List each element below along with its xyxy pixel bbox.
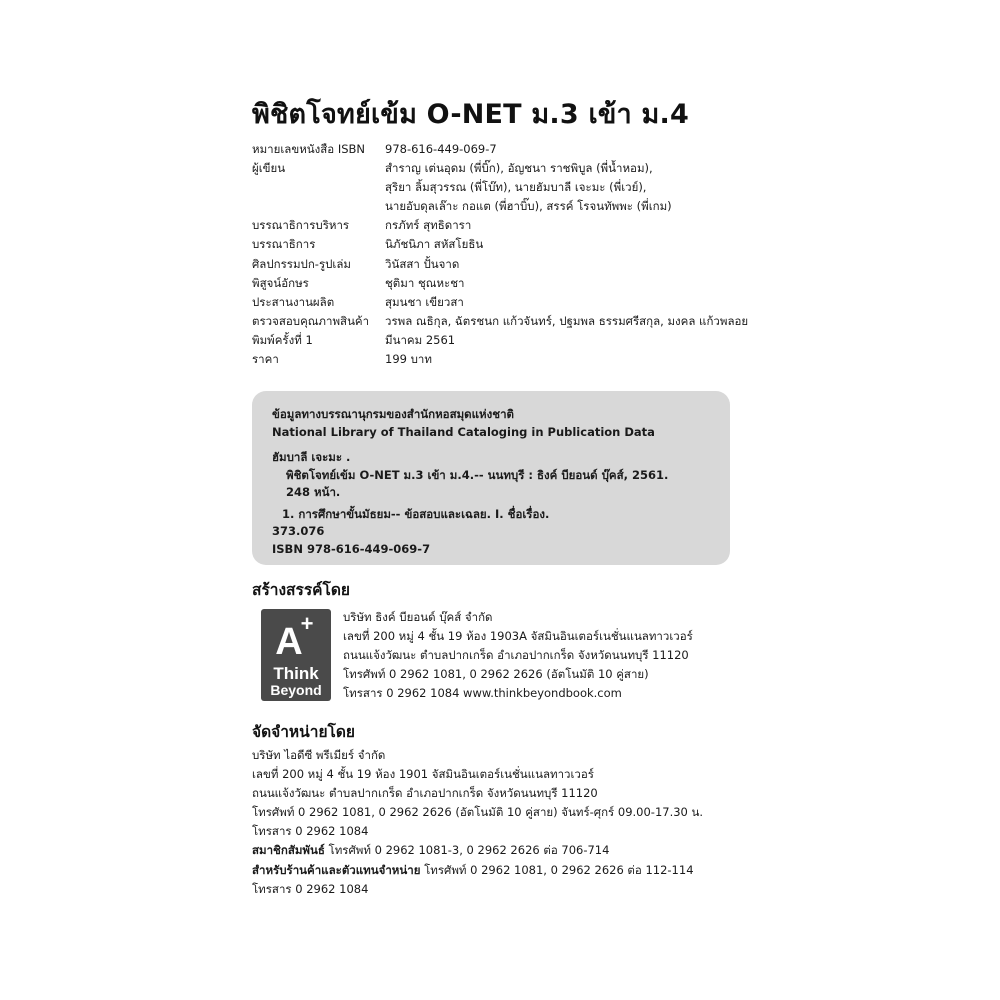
credit-label: บรรณาธิการ: [252, 237, 316, 252]
publisher-line: โทรศัพท์ 0 2962 1081, 0 2962 2626 (อัตโนมัติ 10 คู่สาย): [343, 667, 649, 682]
credit-value: นิภัชนิภา สหัสโยธิน: [385, 237, 484, 252]
book-title: พิชิตโจทย์เข้ม O-NET ม.3 เข้า ม.4: [252, 99, 689, 130]
distributor-line: บริษัท ไอดีซี พรีเมียร์ จำกัด: [252, 748, 386, 762]
credit-label: พิมพ์ครั้งที่ 1: [252, 332, 313, 347]
credit-value: วินัสสา ปั้นจาด: [385, 256, 460, 271]
cataloging-box: [252, 391, 730, 565]
publisher-info: [343, 608, 693, 703]
logo-plus-icon: +: [300, 611, 314, 636]
logo-text-beyond: Beyond: [270, 682, 322, 698]
publisher-line: โทรสาร 0 2962 1084 www.thinkbeyondbook.com: [343, 686, 622, 701]
logo-text-think: Think: [273, 664, 319, 683]
credit-row-isbn: [252, 140, 772, 159]
credit-value: นายอับดุลเล๊าะ กอแต (พี่ฮาบิ๊บ), สรรค์ โรจนทัพพะ (พี่เกม): [385, 199, 672, 214]
shop-agent-fax: โทรสาร 0 2962 1084: [252, 881, 369, 896]
credit-label: หมายเลขหนังสือ ISBN: [252, 142, 366, 156]
credit-value: สุริยา ลิ้มสุวรรณ (พี่โบ๊ท), นายฮัมบาลี เจะมะ (พี่เวย์),: [385, 180, 647, 195]
credit-row-proofreader: [252, 274, 772, 293]
distributor-line: เลขที่ 200 หมู่ 4 ชั้น 19 ห้อง 1901 จัสมินอินเตอร์เนชั่นแนลทาวเวอร์: [252, 767, 594, 782]
credit-row-art: [252, 255, 772, 274]
created-by-heading: สร้างสรรค์โดย: [252, 581, 351, 599]
publisher-line: บริษัท ธิงค์ บียอนด์ บุ๊คส์ จำกัด: [343, 610, 493, 624]
think-beyond-logo-graphic: [261, 609, 331, 701]
publisher-line: เลขที่ 200 หมู่ 4 ชั้น 19 ห้อง 1903A จัสมินอินเตอร์เนชั่นแนลทาวเวอร์: [343, 629, 693, 644]
credit-row-executive-editor: [252, 216, 772, 235]
credit-label: ตรวจสอบคุณภาพสินค้า: [252, 313, 370, 328]
catalog-heading-th: ข้อมูลทางบรรณานุกรมของสำนักหอสมุดแห่งชาติ: [272, 407, 514, 421]
credit-row-price: [252, 350, 772, 369]
credit-value: วรพล ณธิกุล, ฉัตรชนก แก้วจันทร์, ปฐมพล ธรรมศรีสกุล, มงคล แก้วพลอย: [385, 313, 749, 328]
catalog-class-number: 373.076: [272, 524, 325, 538]
shop-agent-label: สำหรับร้านค้าและตัวแทนจำหน่าย: [252, 862, 421, 877]
credits-list: [252, 140, 772, 369]
credit-row-edition: [252, 331, 772, 350]
member-relations-line: [252, 841, 703, 860]
credit-value: มีนาคม 2561: [385, 332, 456, 347]
distributor-info: [252, 746, 703, 899]
credit-value: 199 บาท: [385, 352, 432, 367]
catalog-author: ฮัมบาลี เจะมะ .: [272, 450, 351, 464]
credit-row-editor: [252, 235, 772, 254]
credit-label: บรรณาธิการบริหาร: [252, 218, 350, 233]
credit-label: ประสานงานผลิต: [252, 294, 335, 309]
catalog-isbn: ISBN 978-616-449-069-7: [272, 541, 431, 556]
credit-value: ชุติมา ชุณหะชา: [385, 275, 465, 290]
member-relations-phone: โทรศัพท์ 0 2962 1081-3, 0 2962 2626 ต่อ 706-714: [324, 843, 610, 858]
distributor-line: ถนนแจ้งวัฒนะ ตำบลปากเกร็ด อำเภอปากเกร็ด จังหวัดนนทบุรี 11120: [252, 786, 598, 801]
shop-agent-phone: โทรศัพท์ 0 2962 1081, 0 2962 2626 ต่อ 112-114: [420, 862, 694, 877]
credit-label: ผู้เขียน: [252, 161, 286, 176]
catalog-heading-en: National Library of Thailand Cataloging in Publication Data: [272, 424, 655, 439]
catalog-title-line: พิชิตโจทย์เข้ม O-NET ม.3 เข้า ม.4.-- นนทบุรี : ธิงค์ บียอนด์ บุ๊คส์, 2561.: [286, 467, 669, 482]
distributor-line: โทรศัพท์ 0 2962 1081, 0 2962 2626 (อัตโนมัติ 10 คู่สาย) จันทร์-ศุกร์ 09.00-17.30 น.: [252, 805, 704, 820]
credit-label: พิสูจน์อักษร: [252, 275, 309, 290]
distributed-by-heading: จัดจำหน่ายโดย: [252, 723, 356, 741]
credit-row-authors: [252, 159, 772, 216]
catalog-subject: 1. การศึกษาขั้นมัธยม-- ข้อสอบและเฉลย. I. ชื่อเรื่อง.: [282, 506, 550, 521]
credit-label: ศิลปกรรมปก-รูปเล่ม: [252, 256, 351, 271]
credit-value: สำราญ เต่นอุดม (พี่บิ๊ก), อัญชนา ราชพิบูล (พี่น้ำหอม),: [385, 161, 653, 176]
credit-value: กรภัทร์ สุทธิดารา: [385, 218, 472, 233]
credit-row-qc: [252, 312, 772, 331]
publisher-line: ถนนแจ้งวัฒนะ ตำบลปากเกร็ด อำเภอปากเกร็ด จังหวัดนนทบุรี 11120: [343, 648, 689, 663]
distributor-line: โทรสาร 0 2962 1084: [252, 824, 369, 839]
member-relations-label: สมาชิกสัมพันธ์: [252, 843, 325, 858]
think-beyond-logo: [261, 609, 331, 701]
catalog-pages: 248 หน้า.: [286, 485, 341, 499]
credit-value: สุมนชา เขียวสา: [385, 294, 464, 309]
credit-value: 978-616-449-069-7: [385, 142, 497, 156]
logo-a-letter: A: [275, 621, 303, 663]
credit-label: ราคา: [252, 352, 279, 367]
shop-agent-line: [252, 861, 703, 880]
credit-row-production: [252, 293, 772, 312]
